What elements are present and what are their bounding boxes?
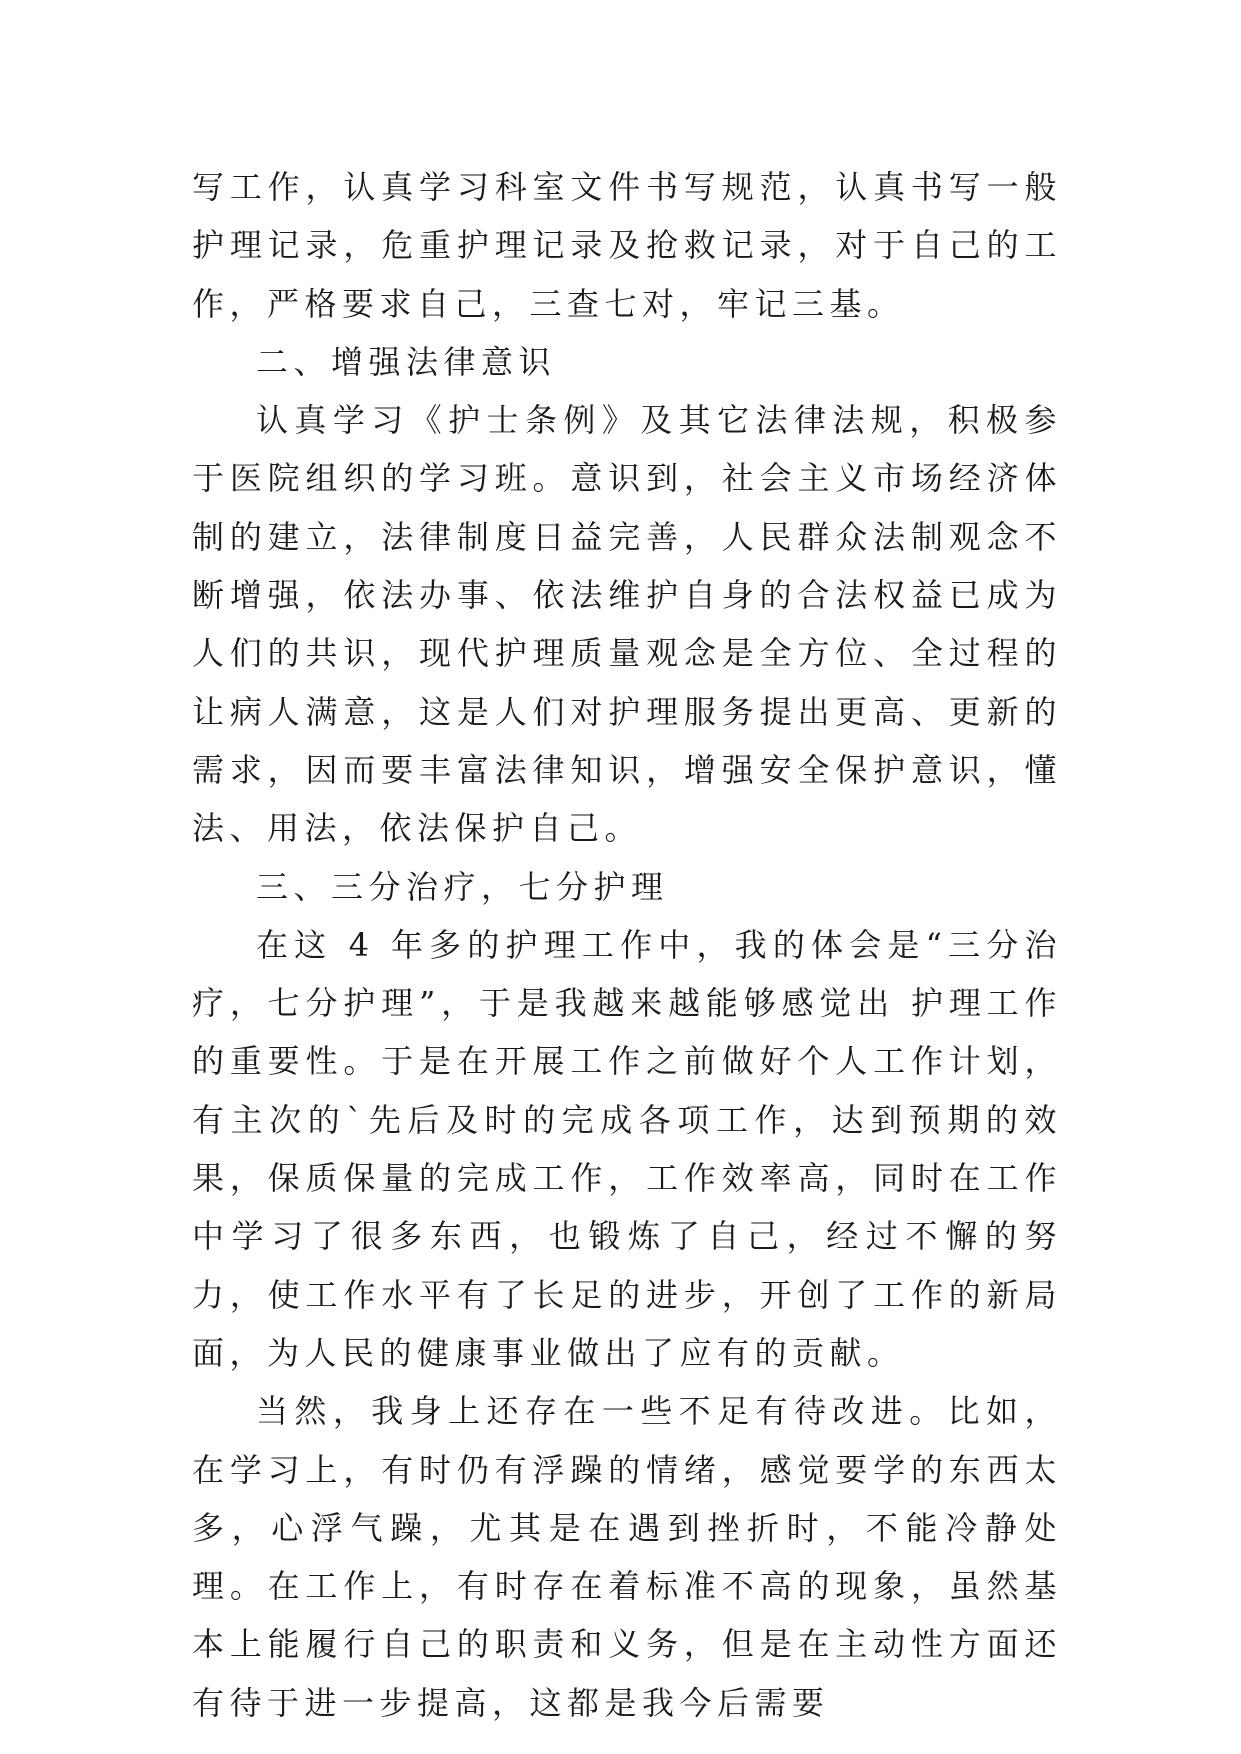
paragraph-nursing-experience: 在这 4 年多的护理工作中，我的体会是“三分治疗，七分护理”，于是我越来越能够感觉出 护理工作的重要性。于是在开展工作之前做好个人工作计划，有主次的`先后及时的完成各项工作，达到预期的效果，保质保量的完成工作，工作效率高，同时在工作中学习了很多东西，也锻炼了自己，经过不懈的努力，使工作水平有了长足的进步，开创了工作的新局面，为人民的健康事业做出了应有的贡献。 xyxy=(192,925,1062,1372)
paragraph-legal-awareness: 认真学习《护士条例》及其它法律法规，积极参于医院组织的学习班。意识到，社会主义市场经济体制的建立，法律制度日益完善，人民群众法制观念不断增强，依法办事、依法维护自身的合法权益已成为人们的共识，现代护理质量观念是全方位、全过程的让病人满意，这是人们对护理服务提出更高、更新的需求，因而要丰富法律知识，增强安全保护意识，懂法、用法，依法保护自己。 xyxy=(192,401,1062,848)
section-heading-legal-awareness: 二、增强法律意识 xyxy=(256,342,557,381)
section-heading-treatment-nursing: 三、三分治疗，七分护理 xyxy=(256,867,669,906)
paragraph-continuation: 写工作，认真学习科室文件书写规范，认真书写一般护理记录，危重护理记录及抢救记录，对于自己的工作，严格要求自己，三查七对，牢记三基。 xyxy=(192,168,1062,323)
document-body xyxy=(192,158,1062,1732)
paragraph-shortcomings: 当然，我身上还存在一些不足有待改进。比如，在学习上，有时仍有浮躁的情绪，感觉要学的东西太多，心浮气躁，尤其是在遇到挫折时，不能冷静处理。在工作上，有时存在着标准不高的现象，虽然基本上能履行自己的职责和义务，但是在主动性方面还有待于进一步提高，这都是我今后需要 xyxy=(192,1392,1062,1722)
